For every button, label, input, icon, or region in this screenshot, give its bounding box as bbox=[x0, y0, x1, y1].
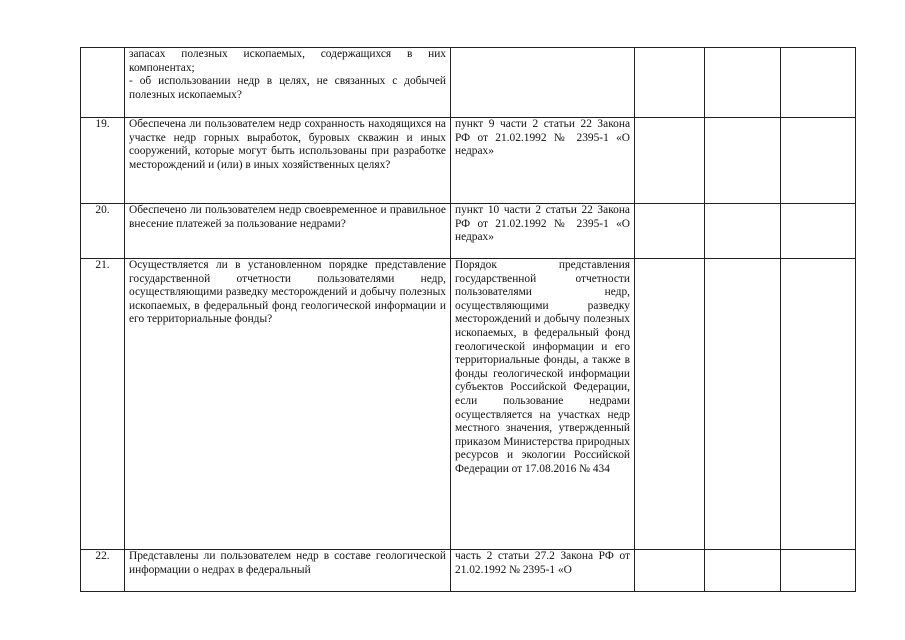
checklist-table bbox=[80, 47, 856, 592]
legal-basis-cell: Порядок представления государственной отчетности пользователями недр, осуществляющими разведку месторождений и добычу полезных ископаемых, в федеральный фонд геологической информации и его территориальные фонды, а также в фонды геологической информации субъектов Российской Федерации, если пользование недрами осуществляется на участках недр местного значения, утвержденный приказом Министерства природных ресурсов и экологии Российской Федерации от 17.08.2016 № 434 bbox=[451, 259, 635, 550]
empty-cell bbox=[635, 259, 705, 550]
empty-cell bbox=[705, 204, 781, 259]
question-cell: Обеспечена ли пользователем недр сохранность находящихся на участке недр горных выработок, буровых скважин и иных сооружений, которые могут быть использованы при разработке месторождений и (или) в иных хозяйственных целях? bbox=[125, 118, 451, 204]
row-number: 20. bbox=[81, 204, 125, 259]
question-line: - об использовании недр в целях, не связанных с добычей полезных ископаемых? bbox=[129, 75, 446, 101]
empty-cell bbox=[781, 204, 856, 259]
empty-cell bbox=[705, 48, 781, 118]
empty-cell bbox=[635, 550, 705, 592]
row-number: 19. bbox=[81, 118, 125, 204]
empty-cell bbox=[781, 118, 856, 204]
empty-cell bbox=[705, 259, 781, 550]
question-cell: Обеспечено ли пользователем недр своевременное и правильное внесение платежей за пользование недрами? bbox=[125, 204, 451, 259]
empty-cell bbox=[635, 204, 705, 259]
question-cell: Представлены ли пользователем недр в составе геологической информации о недрах в федеральный bbox=[125, 550, 451, 592]
table-row bbox=[81, 204, 856, 259]
legal-basis-cell bbox=[451, 48, 635, 118]
legal-basis-cell: часть 2 статьи 27.2 Закона РФ от 21.02.1992 № 2395-1 «О bbox=[451, 550, 635, 592]
question-cell bbox=[125, 48, 451, 118]
empty-cell bbox=[635, 118, 705, 204]
empty-cell bbox=[635, 48, 705, 118]
table-row bbox=[81, 48, 856, 118]
question-cell: Осуществляется ли в установленном порядке представление государственной отчетности пользователями недр, осуществляющими разведку месторождений и добычу полезных ископаемых, в федеральный фонд геологической информации и его территориальные фонды? bbox=[125, 259, 451, 550]
empty-cell bbox=[705, 118, 781, 204]
empty-cell bbox=[781, 550, 856, 592]
table-row bbox=[81, 259, 856, 550]
table-row bbox=[81, 118, 856, 204]
row-number: 21. bbox=[81, 259, 125, 550]
empty-cell bbox=[705, 550, 781, 592]
empty-cell bbox=[781, 48, 856, 118]
question-line: запасах полезных ископаемых, содержащихся в них компонентах; bbox=[129, 48, 446, 74]
empty-cell bbox=[781, 259, 856, 550]
row-number: 22. bbox=[81, 550, 125, 592]
row-number bbox=[81, 48, 125, 118]
legal-basis-cell: пункт 9 части 2 статьи 22 Закона РФ от 21.02.1992 № 2395-1 «О недрах» bbox=[451, 118, 635, 204]
legal-basis-cell: пункт 10 части 2 статьи 22 Закона РФ от 21.02.1992 № 2395-1 «О недрах» bbox=[451, 204, 635, 259]
table-row bbox=[81, 550, 856, 592]
